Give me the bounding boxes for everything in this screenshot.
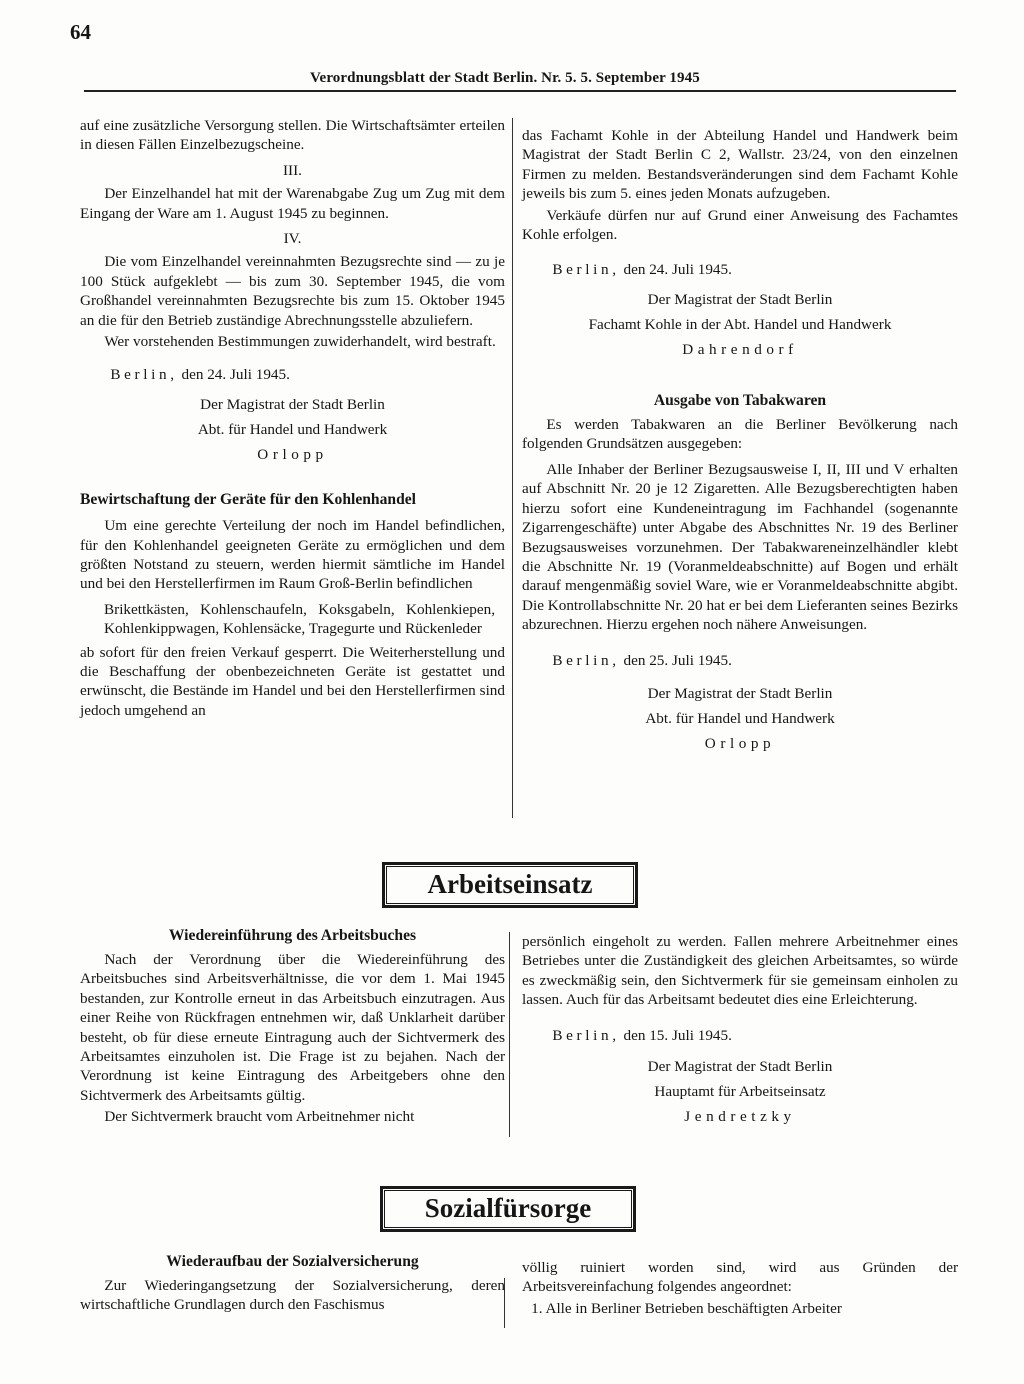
section-number: III. [283, 161, 302, 179]
paragraph: Alle Inhaber der Berliner Bezugsausweise I, II, III und V erhalten auf Abschnitt Nr. 20 je 12 Zigaretten. Alle Bezugsberechtigten haben hierzu sofort eine Kundeneintragung im Fachhandel (sogenannte Zigarrengeschäfte) unter Abgabe des Abschnittes Nr. 19 des Berliner Bezugsausweises vorzunehmen. Der Tabakwareneinzelhändler klebt die Abschnitte Nr. 19 (Voranmeldeabschnitte) auf Bogen und erhält darauf mengenmäßig soviel Ware, wie er Voranmeldeabschnitte abgibt. Die Kontrollabschnitte Nr. 20 hat er bei dem Lieferanten seines Bezirks abzurechnen. Hierzu ergehen noch nähere Anweisungen. [522, 460, 958, 634]
place-date [522, 1026, 958, 1045]
right-column-bottom [522, 1258, 958, 1318]
left-column-middle [80, 926, 505, 1127]
right-column-top [522, 126, 958, 753]
place: Berlin, [552, 1026, 620, 1044]
place-date [522, 651, 958, 670]
paragraph: auf eine zusätzliche Versorgung stellen. Die Wirtschaftsämter erteilen in diesen Fällen Einzelbezugscheine. [80, 117, 505, 154]
column-divider-middle [509, 932, 510, 1137]
article-heading: Bewirtschaftung der Geräte für den Kohlenhandel [80, 491, 416, 509]
article-heading: Wiedereinführung des Arbeitsbuches [168, 927, 417, 944]
signature-name: Dahrendorf [682, 340, 798, 358]
signature-department: Abt. für Handel und Handwerk [645, 710, 835, 728]
signature-name: Jendretzky [684, 1107, 796, 1125]
paragraph: Der Sichtvermerk braucht vom Arbeitnehmer nicht [104, 1108, 415, 1126]
signature-authority: Der Magistrat der Stadt Berlin [647, 1058, 833, 1076]
paragraph: Um eine gerechte Verteilung der noch im Handel befindlichen, für den Kohlenhandel geeigneten Geräte zu ermöglichen und dem größten Notstand zu steuern, werden hiermit sämtliche im Handel und bei den Herstellerfirmen im Raum Groß-Berlin befindlichen [80, 517, 505, 593]
article-heading: Wiederaufbau der Sozialversicherung [166, 1253, 419, 1270]
place-date [80, 365, 505, 384]
place-date [522, 260, 958, 279]
left-column-bottom [80, 1252, 505, 1315]
paragraph: Wer vorstehenden Bestimmungen zuwiderhandelt, wird bestraft. [104, 333, 496, 351]
paragraph: völlig ruiniert worden sind, wird aus Gründen der Arbeitsvereinfachung folgendes angeordnet: [522, 1259, 958, 1296]
signature-department: Hauptamt für Arbeitseinsatz [654, 1083, 826, 1101]
list-item: 1. Alle in Berliner Betrieben beschäftigten Arbeiter [531, 1299, 842, 1317]
place: Berlin, [552, 261, 620, 279]
paragraph: ab sofort für den freien Verkauf gesperrt. Die Weiterherstellung und die Beschaffung der obenbezeichneten Geräte ist gestattet und erwünscht, die Bestände im Handel und bei den Herstellerfirmen sind jedoch umgehend an [80, 643, 505, 719]
paragraph: Es werden Tabakwaren an die Berliner Bevölkerung nach folgenden Grundsätzen ausgegeben: [522, 416, 958, 453]
signature-name: Orlopp [704, 734, 776, 752]
signature-department: Fachamt Kohle in der Abt. Handel und Handwerk [588, 316, 892, 334]
left-column-top [80, 116, 505, 720]
date: den 24. Juli 1945. [177, 366, 290, 384]
paragraph: Die vom Einzelhandel vereinnahmten Bezugsrechte sind — zu je 100 Stück aufgeklebt — bis zum 30. September 1945, die vom Großhandel vereinnahmten Bezugsrechte bis zum 15. Oktober 1945 an die für den Betrieb zuständige Abrechnungsstelle abzuliefern. [80, 253, 505, 329]
signature-authority: Der Magistrat der Stadt Berlin [647, 684, 833, 702]
paragraph: das Fachamt Kohle in der Abteilung Handel und Handwerk beim Magistrat der Stadt Berlin C 2, Wallstr. 23/24, von den einzelnen Firmen zu melden. Bestandsveränderungen sind dem Fachamt Kohle jeweils bis zum 5. eines jeden Monats aufzugeben. [522, 127, 958, 203]
date: den 24. Juli 1945. [619, 261, 732, 279]
paragraph: Zur Wiederingangsetzung der Sozialversicherung, deren wirtschaftliche Grundlagen durch den Faschismus [80, 1277, 505, 1314]
paragraph: persönlich eingeholt zu werden. Fallen mehrere Arbeitnehmer eines Betriebes unter die Zuständigkeit des gleichen Arbeitsamtes, so würde es zweckmäßig sein, den Sichtvermerk für sie gemeinsam einholen zu lassen. Auch für das Arbeitsamt bedeutet dies eine Erleichterung. [522, 933, 958, 1009]
place: Berlin, [110, 366, 178, 384]
paragraph: Der Einzelhandel hat mit der Warenabgabe Zug um Zug mit dem Eingang der Ware am 1. August 1945 zu beginnen. [80, 185, 505, 222]
signature-authority: Der Magistrat der Stadt Berlin [647, 290, 833, 308]
date: den 25. Juli 1945. [619, 651, 732, 669]
date: den 15. Juli 1945. [619, 1026, 732, 1044]
article-heading: Ausgabe von Tabakwaren [653, 392, 827, 410]
section-title-sozialfuersorge: Sozialfürsorge [380, 1186, 636, 1232]
paragraph: Nach der Verordnung über die Wiedereinführung des Arbeitsbuches sind Arbeitsverhältnisse, die vor dem 1. Mai 1945 bestanden, zur Kontrolle erneut in das Arbeitsbuch einzutragen. Aus einer Reihe von Rückfragen entnehmen wir, daß Unklarheit darüber besteht, ob für diese erneute Eintragung auch der Sichtvermerk des Arbeitsamtes einzuholen ist. Die Frage ist zu bejahen. Nach der Verordnung ist keine Eintragung des Arbeitgebers ohne den Sichtvermerk des Arbeitsamts gültig. [80, 951, 505, 1104]
section-title-arbeitseinsatz: Arbeitseinsatz [382, 862, 638, 908]
header-rule [84, 90, 956, 92]
paragraph: Verkäufe dürfen nur auf Grund einer Anweisung des Fachamtes Kohle erfolgen. [522, 206, 958, 244]
signature-department: Abt. für Handel und Handwerk [197, 421, 388, 439]
page-number: 64 [70, 20, 91, 44]
section-number: IV. [283, 230, 302, 248]
place: Berlin, [552, 651, 620, 669]
right-column-middle [522, 932, 958, 1126]
running-head: Verordnungsblatt der Stadt Berlin. Nr. 5. 5. September 1945 [310, 70, 700, 86]
signature-name: Orlopp [257, 445, 328, 463]
signature-authority: Der Magistrat der Stadt Berlin [200, 395, 385, 413]
column-divider-top [512, 118, 513, 818]
item-list: Brikettkästen, Kohlenschaufeln, Koksgabeln, Kohlenkiepen, Kohlenkippwagen, Kohlensäcke, Tragegurte und Rückenleder [104, 600, 495, 638]
